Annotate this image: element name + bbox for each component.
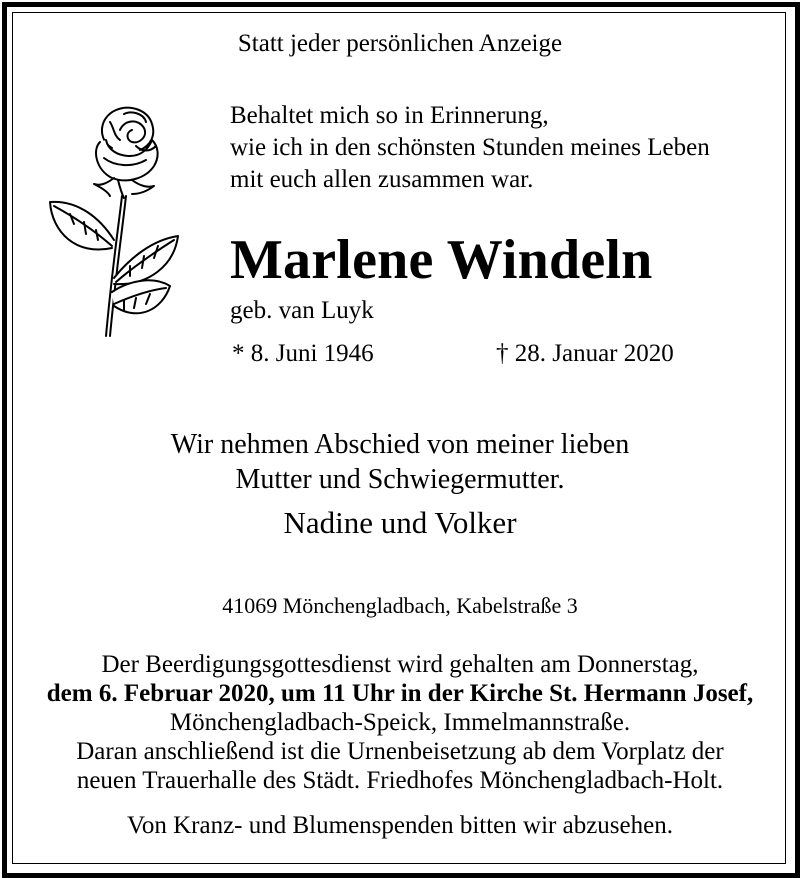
service-line: neuen Trauerhalle des Städt. Friedhofes Mönchengladbach-Holt. xyxy=(76,767,724,794)
notice-header: Statt jeder persönlichen Anzeige xyxy=(237,30,563,57)
mourners-address: 41069 Mönchengladbach, Kabelstraße 3 xyxy=(222,593,578,618)
farewell-text xyxy=(0,427,800,497)
farewell-line: Wir nehmen Abschied von meiner lieben xyxy=(170,429,630,460)
birth-date: * 8. Juni 1946 xyxy=(232,340,374,367)
quote-line: wie ich in den schönsten Stunden meines Leben xyxy=(230,134,710,161)
service-line: Mönchengladbach-Speick, Immelmannstraße. xyxy=(169,709,631,736)
service-line: Daran anschließend ist die Urnenbeisetzung ab dem Vorplatz der xyxy=(76,738,724,765)
funeral-service-info xyxy=(0,650,800,795)
farewell-line: Mutter und Schwiegermutter. xyxy=(235,464,565,495)
deceased-name: Marlene Windeln xyxy=(230,229,653,291)
mourners-names: Nadine und Volker xyxy=(283,505,517,540)
death-date: † 28. Januar 2020 xyxy=(496,340,674,367)
memorial-quote xyxy=(230,100,710,196)
flowers-note: Von Kranz- und Blumenspenden bitten wir abzusehen. xyxy=(127,812,673,839)
rose-icon xyxy=(40,100,190,370)
service-date-line: dem 6. Februar 2020, um 11 Uhr in der Kirche St. Hermann Josef, xyxy=(46,680,754,707)
service-line: Der Beerdigungsgottesdienst wird gehalten am Donnerstag, xyxy=(101,651,699,678)
quote-line: Behaltet mich so in Erinnerung, xyxy=(230,102,549,129)
maiden-name: geb. van Luyk xyxy=(230,297,374,324)
quote-line: mit euch allen zusammen war. xyxy=(230,166,534,193)
